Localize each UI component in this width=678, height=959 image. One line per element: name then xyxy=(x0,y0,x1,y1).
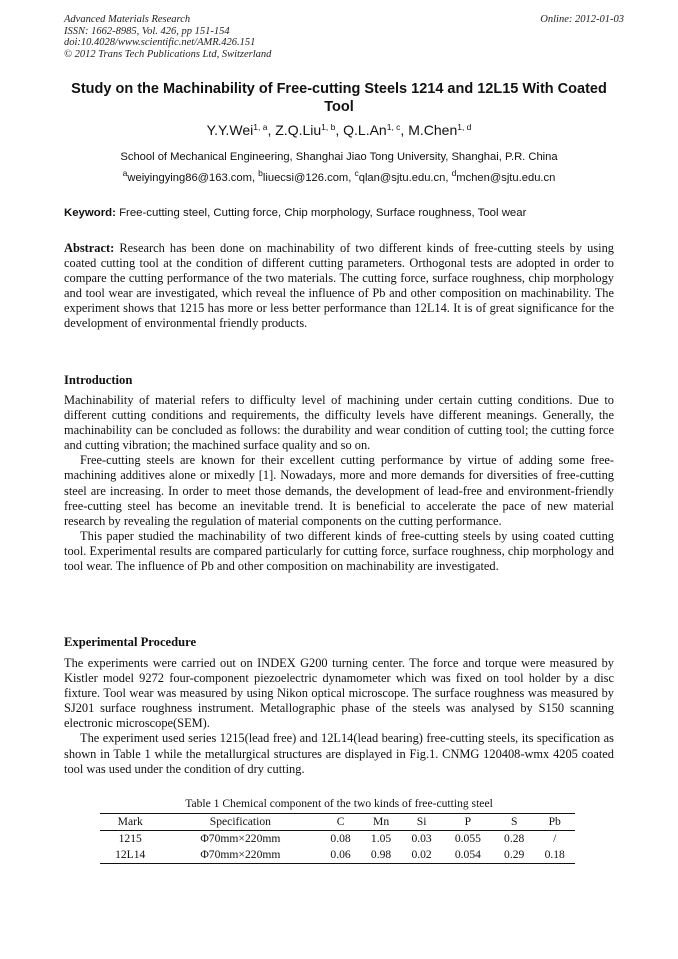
email-sup: c xyxy=(354,168,359,178)
table-cell: 0.08 xyxy=(330,832,351,845)
column-header: Mark xyxy=(117,815,143,828)
email-link[interactable]: mchen@sjtu.edu.cn xyxy=(456,172,556,184)
table-header-row xyxy=(100,814,575,831)
affiliation: School of Mechanical Engineering, Shanghai Jiao Tong University, Shanghai, P.R. China xyxy=(120,151,558,163)
keywords-line xyxy=(64,206,624,220)
table-cell: 0.02 xyxy=(411,848,432,861)
author-name: Z.Q.Liu xyxy=(275,122,322,138)
publication-header xyxy=(64,14,624,60)
table-cell: Φ70mm×220mm xyxy=(200,848,281,861)
table-cell: / xyxy=(553,832,557,845)
email-sup: a xyxy=(122,168,128,178)
column-header: Specification xyxy=(209,815,271,828)
online-date: Online: 2012-01-03 xyxy=(540,14,624,25)
table-cell: 1.05 xyxy=(370,832,392,845)
table-cell: 0.06 xyxy=(330,848,351,861)
paragraph: Machinability of material refers to difficulty level of machining under certain cutting conditions. Due to different cutting conditions and requirements, the difficulty levels have different meanings. Generally, the machinability can be concluded as follows: the durability and wear condition of cutting tool; the cutting force and cutting vibration; the machined surface quality and so on. xyxy=(64,393,614,453)
email-link[interactable]: qlan@sjtu.edu.cn xyxy=(358,172,446,184)
table-cell: 0.054 xyxy=(454,848,481,861)
table-cell: Φ70mm×220mm xyxy=(200,832,281,845)
paper-title: Study on the Machinability of Free-cutting Steels 1214 and 12L15 With Coated Tool xyxy=(71,81,607,115)
table-row xyxy=(100,831,575,848)
column-header: P xyxy=(464,815,472,828)
author-sup: 1, b xyxy=(321,122,336,132)
column-header: Pb xyxy=(548,815,561,828)
paragraph: The experiments were carried out on INDEX G200 turning center. The force and torque were measured by Kistler model 9272 four-component piezoelectric dynamometer which was fixed on tool holder by a disc fixture. Tool wear was measured by using Nikon optical microscope. The surface roughness was measured by SJ201 surface roughness instrument. Metallographic phase of the steels was analysed by S150 scanning electronic microscope(SEM). xyxy=(64,656,614,731)
journal-name: Advanced Materials Research xyxy=(64,14,191,25)
email-link[interactable]: liuecsi@126.com xyxy=(262,172,349,184)
experimental-heading: Experimental Procedure xyxy=(64,635,197,649)
author-name: Y.Y.Wei xyxy=(206,122,254,138)
table-cell: 12L14 xyxy=(115,848,146,861)
table-cell: 0.18 xyxy=(544,848,565,861)
column-header: Si xyxy=(416,815,427,828)
table-cell: 0.03 xyxy=(411,832,432,845)
doi-line: doi:10.4028/www.scientific.net/AMR.426.151 xyxy=(64,37,256,48)
keywords-text: Free-cutting steel, Cutting force, Chip morphology, Surface roughness, Tool wear xyxy=(119,207,527,219)
table-cell: 1215 xyxy=(118,832,142,845)
table-cell: 0.28 xyxy=(504,832,525,845)
paragraph: The experiment used series 1215(lead free) and 12L14(lead bearing) free-cutting steels, its specification as shown in Table 1 while the metallurgical structures are displayed in Fig.1. CNMG 120408-wmx 4205 coated tool was used under the condition of dry cutting. xyxy=(64,731,614,776)
author-sup: 1, d xyxy=(457,122,472,132)
paragraph: Free-cutting steels are known for their excellent cutting performance by virtue of adding some free-machining additives alone or mixedly [1]. Nowadays, more and more demands for diversities of free-cutting steel are increasing. In order to meet those demands, the development of lead-free and environment-friendly free-cutting steel has become an inevitable trend. It is beneficial to accelerate the pace of new material research by revealing the regulation of material components on the cutting performance. xyxy=(64,453,614,528)
paragraph: This paper studied the machinability of two different kinds of free-cutting steels by using coated cutting tool. Experimental results are compared particularly for cutting force, surface roughness, chip morphology and tool wear. The influence of Pb and other composition on machinability are investigated. xyxy=(64,528,614,574)
abstract-text: Research has been done on machinability of two different kinds of free-cutting steels by using coated cutting tool at the condition of different cutting parameters. Orthogonal tests are adopted in order to compare the cutting performance of the two materials. The cutting force, surface roughness, chip morphology and tool wear are investigated, which reveal the influence of Pb and other composition on machinability. The experiment shows that 1215 has more or less better performance than 12L14. It is of great significance for the development of environmental friendly products. xyxy=(64,241,614,331)
author-name: M.Chen xyxy=(408,122,458,138)
author-sup: 1, a xyxy=(253,122,268,132)
table-cell: 0.29 xyxy=(504,848,525,861)
column-header: C xyxy=(336,815,345,828)
author-sup: 1, c xyxy=(386,122,401,132)
experimental-section xyxy=(64,656,614,777)
issn-line: ISSN: 1662-8985, Vol. 426, pp 151-154 xyxy=(64,25,230,37)
author-list: Y.Y.Wei$^{1, a}$, Z.Q.Liu$^{1, b}$, Q.L.An$^{1, c}$, M.Chen$^{1, d}$ xyxy=(206,122,472,138)
copyright-line: © 2012 Trans Tech Publications Ltd, Switzerland xyxy=(64,48,272,60)
abstract-section xyxy=(64,241,614,332)
introduction-section xyxy=(64,393,614,574)
email-list: $^a$weiyingying86@163.com, $^b$liuecsi@126.com, $^c$qlan@sjtu.edu.cn, $^d$mchen@sjtu.edu.cn xyxy=(122,168,556,184)
chemical-component-table xyxy=(100,813,575,864)
author-name: Q.L.An xyxy=(343,122,387,138)
table-row xyxy=(100,847,575,864)
table-cell: 0.98 xyxy=(370,848,392,861)
email-link[interactable]: weiyingying86@163.com xyxy=(127,172,252,184)
table-cell: 0.055 xyxy=(454,832,481,845)
abstract-label: Abstract: xyxy=(64,241,115,255)
email-sup: d xyxy=(451,168,457,178)
keywords-label: Keyword: xyxy=(64,207,116,219)
column-header: S xyxy=(510,815,518,828)
introduction-heading: Introduction xyxy=(64,373,133,387)
email-sup: b xyxy=(258,168,263,178)
table-caption: Table 1 Chemical component of the two kinds of free-cutting steel xyxy=(185,797,493,810)
column-header: Mn xyxy=(373,815,390,828)
